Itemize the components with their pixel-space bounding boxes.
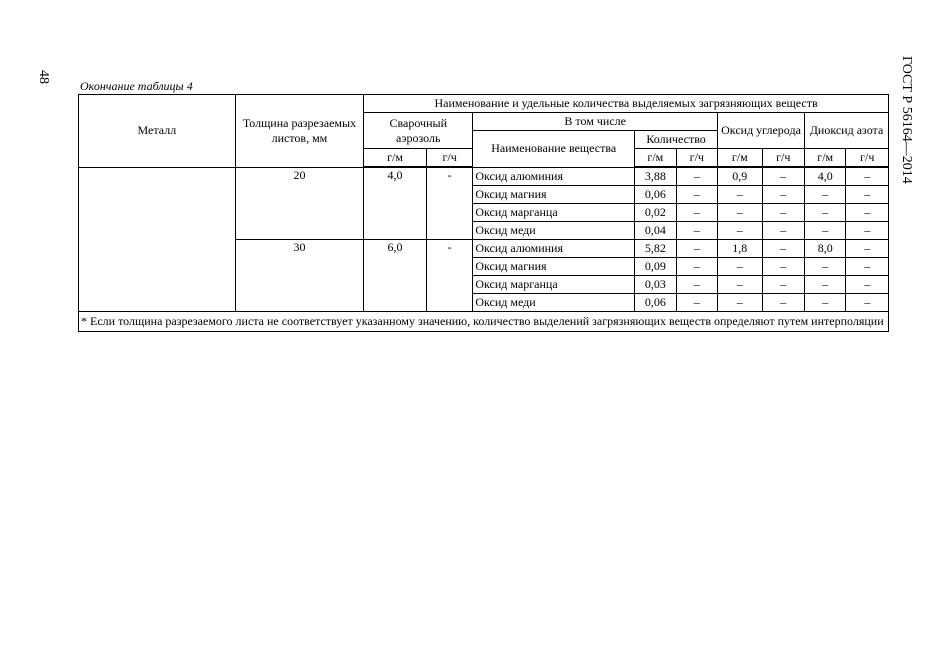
unit-qty-gh: г/ч: [676, 149, 717, 168]
substance-cell: Оксид алюминия: [473, 240, 635, 258]
co-gm-cell: –: [718, 222, 762, 240]
co-gh-cell: –: [762, 294, 804, 312]
header-group: Наименование и удельные количества выделяемых загрязняющих веществ: [364, 95, 889, 113]
no2-gh-cell: –: [846, 240, 889, 258]
no2-gm-cell: –: [804, 186, 845, 204]
co-gh-cell: –: [762, 204, 804, 222]
unit-co-gh: г/ч: [762, 149, 804, 168]
co-gm-cell: –: [718, 186, 762, 204]
footnote: * Если толщина разрезаемого листа не соответствует указанному значению, количество выделений загрязняющих веществ определяют путем интерполяции: [79, 312, 889, 332]
substance-cell: Оксид марганца: [473, 276, 635, 294]
no2-gm-cell: –: [804, 294, 845, 312]
aerosol-gm-cell: 4,0: [364, 167, 427, 240]
co-gm-cell: –: [718, 276, 762, 294]
substance-cell: Оксид магния: [473, 186, 635, 204]
qty-gh-cell: –: [676, 276, 717, 294]
qty-gm-cell: 5,82: [635, 240, 676, 258]
no2-gh-cell: –: [846, 186, 889, 204]
no2-gm-cell: –: [804, 276, 845, 294]
qty-gh-cell: –: [676, 294, 717, 312]
co-gm-cell: 0,9: [718, 167, 762, 186]
substance-cell: Оксид марганца: [473, 204, 635, 222]
footnote-row: [79, 312, 889, 332]
qty-gm-cell: 0,02: [635, 204, 676, 222]
unit-qty-gm: г/м: [635, 149, 676, 168]
co-gh-cell: –: [762, 167, 804, 186]
standard-id: ГОСТ Р 56164—2014: [899, 56, 914, 184]
qty-gm-cell: 3,88: [635, 167, 676, 186]
no2-gm-cell: –: [804, 222, 845, 240]
header-including: В том числе: [473, 113, 718, 131]
qty-gh-cell: –: [676, 240, 717, 258]
unit-co-gm: г/м: [718, 149, 762, 168]
co-gh-cell: –: [762, 276, 804, 294]
header-thickness: Толщина разрезаемых листов, мм: [235, 95, 363, 168]
table-row: [79, 167, 889, 186]
no2-gh-cell: –: [846, 222, 889, 240]
page-number: 48: [36, 70, 51, 84]
substance-cell: Оксид алюминия: [473, 167, 635, 186]
no2-gm-cell: 8,0: [804, 240, 845, 258]
no2-gh-cell: –: [846, 276, 889, 294]
header-no2: Диоксид азота: [804, 113, 888, 149]
co-gm-cell: 1,8: [718, 240, 762, 258]
no2-gh-cell: –: [846, 204, 889, 222]
unit-aerosol-gm: г/м: [364, 149, 427, 168]
co-gh-cell: –: [762, 258, 804, 276]
no2-gh-cell: –: [846, 258, 889, 276]
no2-gm-cell: 4,0: [804, 167, 845, 186]
co-gh-cell: –: [762, 222, 804, 240]
thickness-cell: 30: [235, 240, 363, 312]
co-gm-cell: –: [718, 204, 762, 222]
substance-cell: Оксид меди: [473, 222, 635, 240]
co-gm-cell: –: [718, 294, 762, 312]
qty-gh-cell: –: [676, 222, 717, 240]
table-caption: Окончание таблицы 4: [80, 79, 193, 93]
emissions-table: [78, 94, 889, 332]
qty-gh-cell: –: [676, 204, 717, 222]
qty-gm-cell: 0,06: [635, 186, 676, 204]
unit-no2-gm: г/м: [804, 149, 845, 168]
qty-gm-cell: 0,06: [635, 294, 676, 312]
qty-gh-cell: –: [676, 186, 717, 204]
qty-gh-cell: –: [676, 258, 717, 276]
aerosol-gh-cell: -: [426, 240, 473, 312]
qty-gm-cell: 0,09: [635, 258, 676, 276]
no2-gm-cell: –: [804, 204, 845, 222]
header-metal: Металл: [79, 95, 236, 168]
thickness-cell: 20: [235, 167, 363, 240]
substance-cell: Оксид магния: [473, 258, 635, 276]
unit-aerosol-gh: г/ч: [426, 149, 473, 168]
header-substance-name: Наименование вещества: [473, 131, 635, 168]
aerosol-gm-cell: 6,0: [364, 240, 427, 312]
header-co: Оксид углерода: [718, 113, 805, 149]
co-gm-cell: –: [718, 258, 762, 276]
co-gh-cell: –: [762, 186, 804, 204]
no2-gh-cell: –: [846, 294, 889, 312]
no2-gm-cell: –: [804, 258, 845, 276]
aerosol-gh-cell: -: [426, 167, 473, 240]
qty-gm-cell: 0,03: [635, 276, 676, 294]
substance-cell: Оксид меди: [473, 294, 635, 312]
no2-gh-cell: –: [846, 167, 889, 186]
qty-gh-cell: –: [676, 167, 717, 186]
co-gh-cell: –: [762, 240, 804, 258]
qty-gm-cell: 0,04: [635, 222, 676, 240]
unit-no2-gh: г/ч: [846, 149, 889, 168]
metal-cell: [79, 167, 236, 312]
header-quantity: Количество: [635, 131, 718, 149]
header-aerosol: Сварочный аэрозоль: [364, 113, 473, 149]
